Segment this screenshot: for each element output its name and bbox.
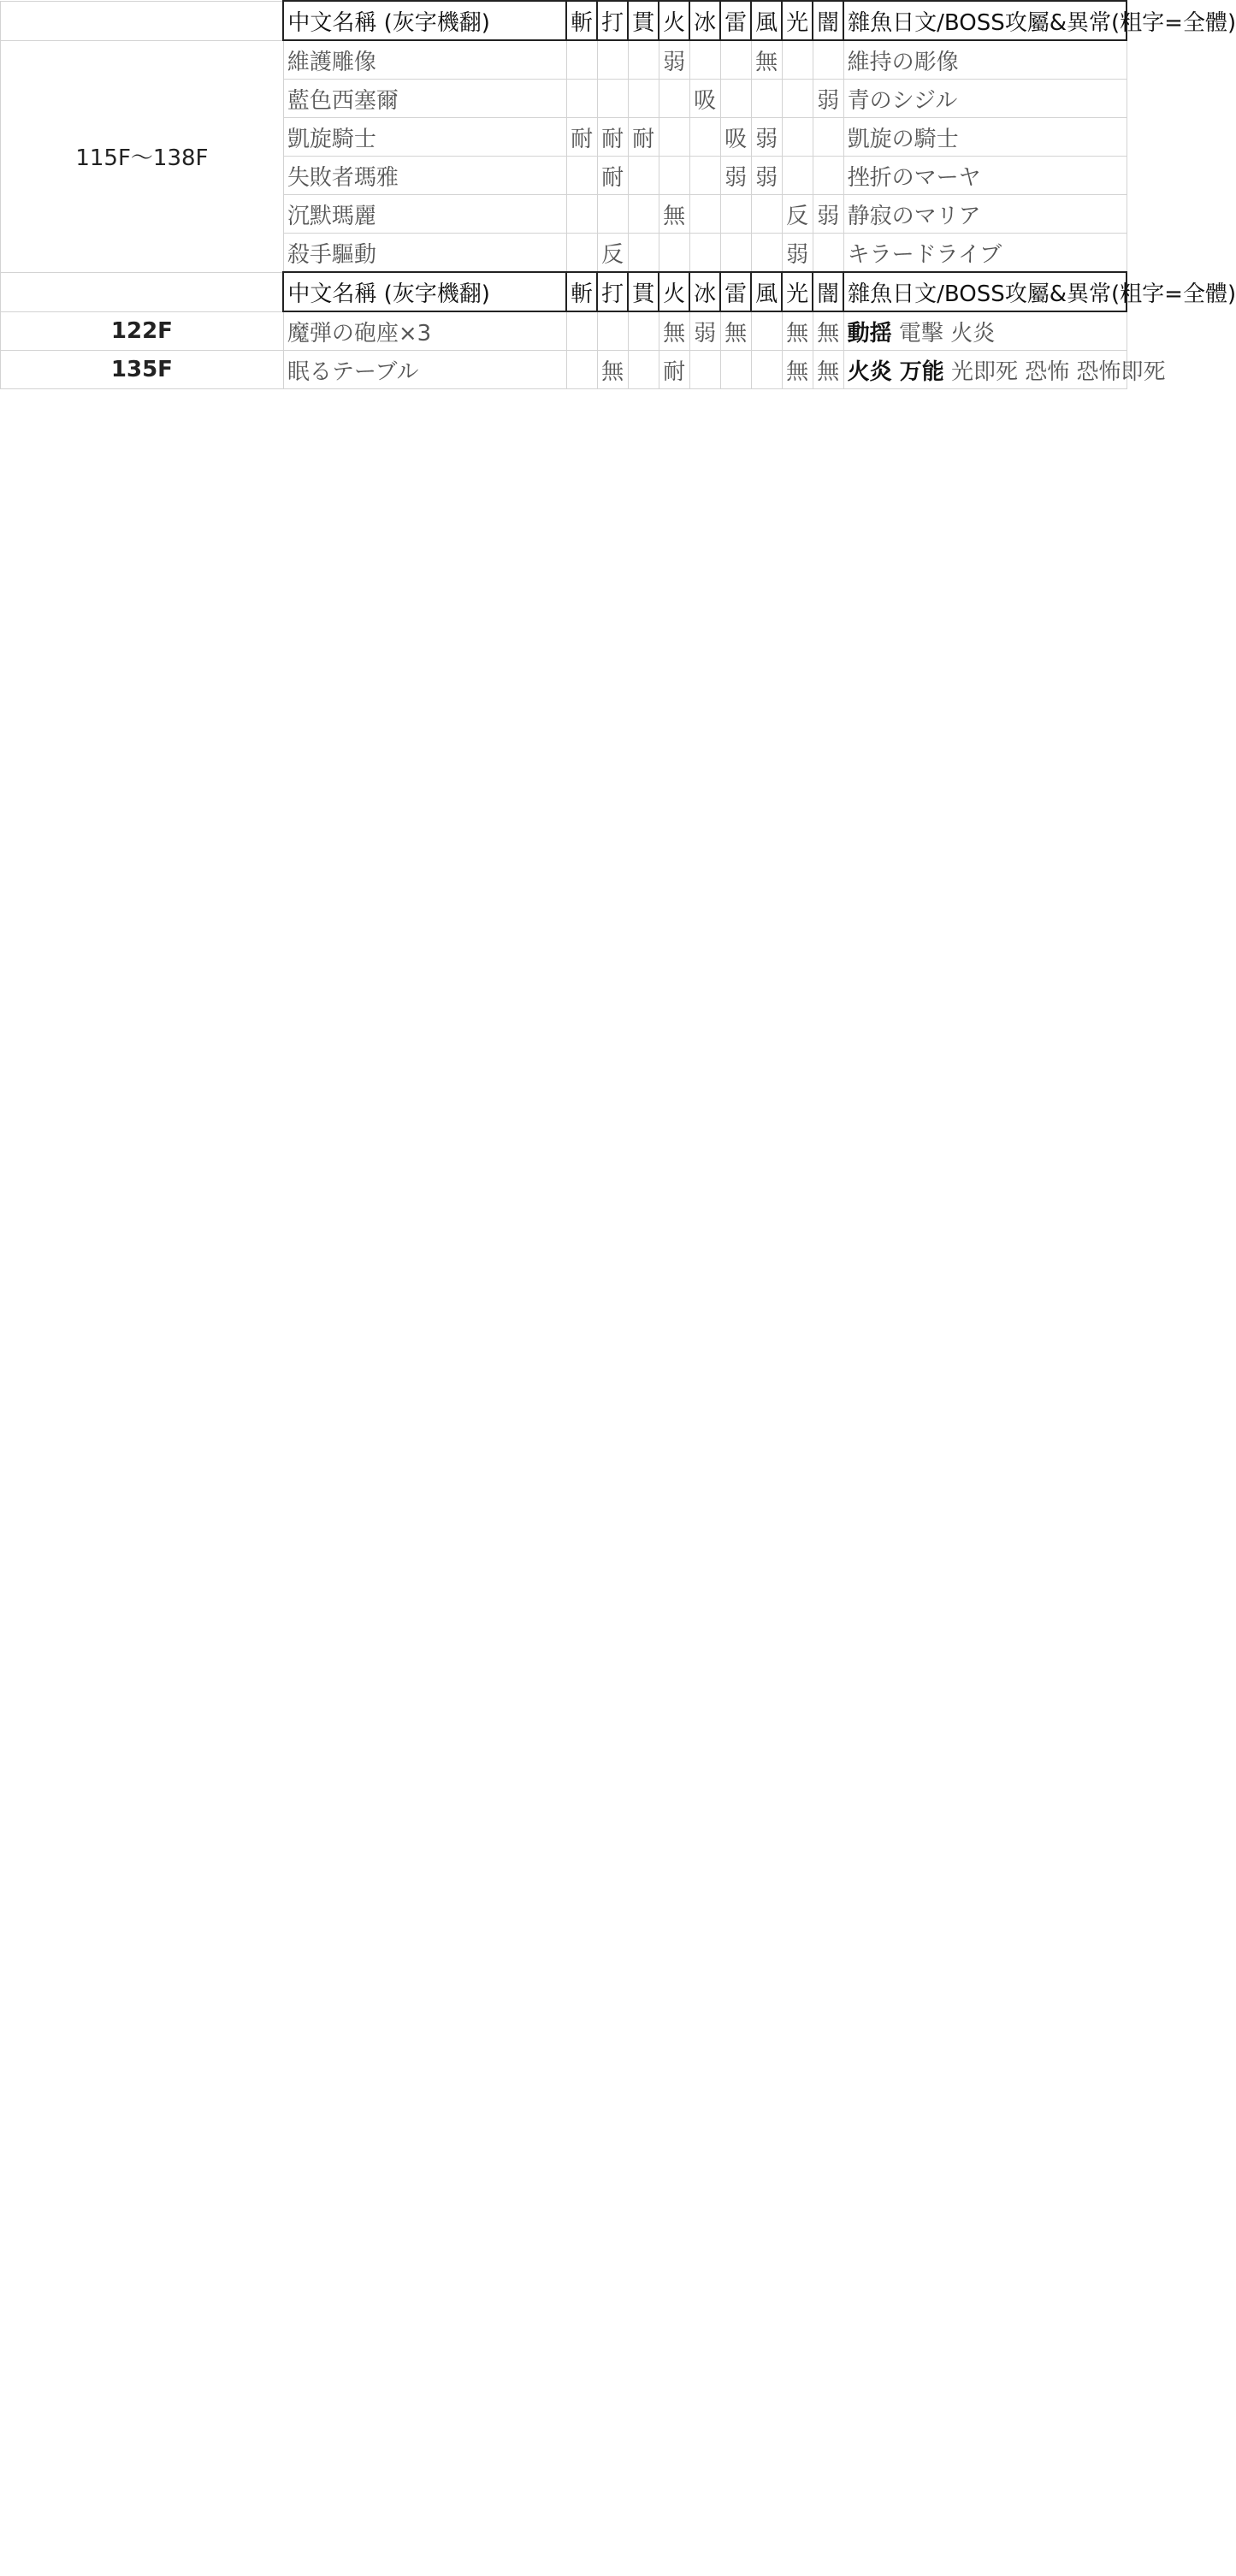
header-floor-cell xyxy=(1,272,284,311)
resistance-cell: 無 xyxy=(782,311,813,351)
resistance-cell: 弱 xyxy=(751,118,782,157)
boss-attack-cell: 動揺 電擊 火炎 xyxy=(843,311,1127,351)
header-element-cell: 風 xyxy=(751,272,782,311)
header-japanese-cell: 雜魚日文/BOSS攻屬&異常(粗字=全體) xyxy=(843,272,1127,311)
resistance-cell xyxy=(813,234,843,273)
resistance-cell xyxy=(813,118,843,157)
boss-name-cell: 魔弾の砲座×3 xyxy=(283,311,566,351)
resistance-cell xyxy=(720,351,751,389)
resistance-cell xyxy=(751,234,782,273)
resistance-cell xyxy=(720,40,751,80)
resistance-cell xyxy=(628,311,659,351)
resistance-cell xyxy=(720,80,751,118)
resistance-cell xyxy=(566,351,597,389)
resistance-cell xyxy=(720,234,751,273)
japanese-name-cell: 青のシジル xyxy=(843,80,1127,118)
resistance-cell xyxy=(566,195,597,234)
resistance-cell: 反 xyxy=(782,195,813,234)
resistance-cell: 耐 xyxy=(566,118,597,157)
resistance-cell: 無 xyxy=(659,195,689,234)
resistance-cell xyxy=(566,40,597,80)
resistance-cell: 耐 xyxy=(628,118,659,157)
resistance-cell xyxy=(689,40,720,80)
boss-floor-cell: 122F xyxy=(1,311,284,351)
resistance-cell: 無 xyxy=(597,351,628,389)
resistance-cell xyxy=(628,80,659,118)
boss-name-cell: 眠るテーブル xyxy=(283,351,566,389)
header-element-cell: 闇 xyxy=(813,272,843,311)
floor-range-cell: 115F～138F xyxy=(1,40,284,272)
header-element-cell: 貫 xyxy=(628,272,659,311)
japanese-name-cell: キラードライブ xyxy=(843,234,1127,273)
resistance-cell: 弱 xyxy=(813,80,843,118)
resistance-cell xyxy=(628,234,659,273)
table-row xyxy=(1,40,1127,80)
resistance-cell: 無 xyxy=(751,40,782,80)
resistance-cell xyxy=(689,234,720,273)
resistance-cell xyxy=(659,157,689,195)
header-element-cell: 光 xyxy=(782,1,813,40)
japanese-name-cell: 静寂のマリア xyxy=(843,195,1127,234)
resistance-cell xyxy=(813,40,843,80)
demon-name-cell: 失敗者瑪雅 xyxy=(283,157,566,195)
demon-name-cell: 沉默瑪麗 xyxy=(283,195,566,234)
resistance-cell xyxy=(659,118,689,157)
resistance-cell xyxy=(782,40,813,80)
resistance-cell: 無 xyxy=(720,311,751,351)
header-japanese-cell: 雜魚日文/BOSS攻屬&異常(粗字=全體) xyxy=(843,1,1127,40)
header-element-cell: 打 xyxy=(597,272,628,311)
header-name-cell: 中文名稱 (灰字機翻) xyxy=(283,272,566,311)
header-floor-cell xyxy=(1,1,284,40)
resistance-cell xyxy=(659,234,689,273)
resistance-cell: 無 xyxy=(782,351,813,389)
resistance-cell xyxy=(751,351,782,389)
resistance-cell xyxy=(628,40,659,80)
resistance-cell: 無 xyxy=(813,311,843,351)
resistance-cell: 弱 xyxy=(689,311,720,351)
resistance-cell: 弱 xyxy=(751,157,782,195)
japanese-name-cell: 挫折のマーヤ xyxy=(843,157,1127,195)
resistance-cell xyxy=(689,157,720,195)
resistance-cell xyxy=(566,234,597,273)
demon-name-cell: 維護雕像 xyxy=(283,40,566,80)
japanese-name-cell: 維持の彫像 xyxy=(843,40,1127,80)
resistance-cell: 吸 xyxy=(720,118,751,157)
resistance-cell xyxy=(813,157,843,195)
shadow-resistance-table xyxy=(0,0,1236,389)
resistance-cell xyxy=(689,118,720,157)
resistance-cell: 耐 xyxy=(597,118,628,157)
resistance-cell xyxy=(782,157,813,195)
header-element-cell: 斬 xyxy=(566,1,597,40)
resistance-cell: 弱 xyxy=(813,195,843,234)
header-element-cell: 冰 xyxy=(689,1,720,40)
boss-floor-cell: 135F xyxy=(1,351,284,389)
boss-row xyxy=(1,311,1127,351)
resistance-cell xyxy=(566,311,597,351)
resistance-cell xyxy=(659,80,689,118)
table-header-row xyxy=(1,272,1127,311)
header-element-cell: 貫 xyxy=(628,1,659,40)
header-element-cell: 火 xyxy=(659,1,689,40)
header-element-cell: 雷 xyxy=(720,1,751,40)
resistance-cell: 耐 xyxy=(659,351,689,389)
demon-name-cell: 藍色西塞爾 xyxy=(283,80,566,118)
resistance-cell: 耐 xyxy=(597,157,628,195)
resistance-cell: 吸 xyxy=(689,80,720,118)
resistance-cell: 無 xyxy=(659,311,689,351)
japanese-name-cell: 凱旋の騎士 xyxy=(843,118,1127,157)
resistance-cell xyxy=(597,40,628,80)
resistance-cell xyxy=(751,311,782,351)
resistance-cell xyxy=(689,195,720,234)
header-element-cell: 斬 xyxy=(566,272,597,311)
demon-name-cell: 凱旋騎士 xyxy=(283,118,566,157)
resistance-cell xyxy=(628,157,659,195)
resistance-cell xyxy=(751,195,782,234)
resistance-cell xyxy=(628,195,659,234)
boss-attack-cell: 火炎 万能 光即死 恐怖 恐怖即死 xyxy=(843,351,1127,389)
resistance-cell xyxy=(782,80,813,118)
resistance-cell: 弱 xyxy=(659,40,689,80)
header-element-cell: 雷 xyxy=(720,272,751,311)
header-element-cell: 打 xyxy=(597,1,628,40)
resistance-cell: 弱 xyxy=(782,234,813,273)
resistance-cell xyxy=(689,351,720,389)
resistance-cell xyxy=(720,195,751,234)
header-element-cell: 風 xyxy=(751,1,782,40)
resistance-cell xyxy=(751,80,782,118)
resistance-cell xyxy=(597,80,628,118)
table-header-row xyxy=(1,1,1127,40)
header-element-cell: 冰 xyxy=(689,272,720,311)
resistance-cell xyxy=(566,157,597,195)
resistance-cell: 無 xyxy=(813,351,843,389)
demon-name-cell: 殺手驅動 xyxy=(283,234,566,273)
header-element-cell: 光 xyxy=(782,272,813,311)
header-element-cell: 火 xyxy=(659,272,689,311)
resistance-cell xyxy=(628,351,659,389)
resistance-cell: 弱 xyxy=(720,157,751,195)
resistance-cell: 反 xyxy=(597,234,628,273)
boss-row xyxy=(1,351,1127,389)
header-name-cell: 中文名稱 (灰字機翻) xyxy=(283,1,566,40)
header-element-cell: 闇 xyxy=(813,1,843,40)
resistance-cell xyxy=(597,311,628,351)
resistance-cell xyxy=(782,118,813,157)
resistance-cell xyxy=(566,80,597,118)
resistance-cell xyxy=(597,195,628,234)
